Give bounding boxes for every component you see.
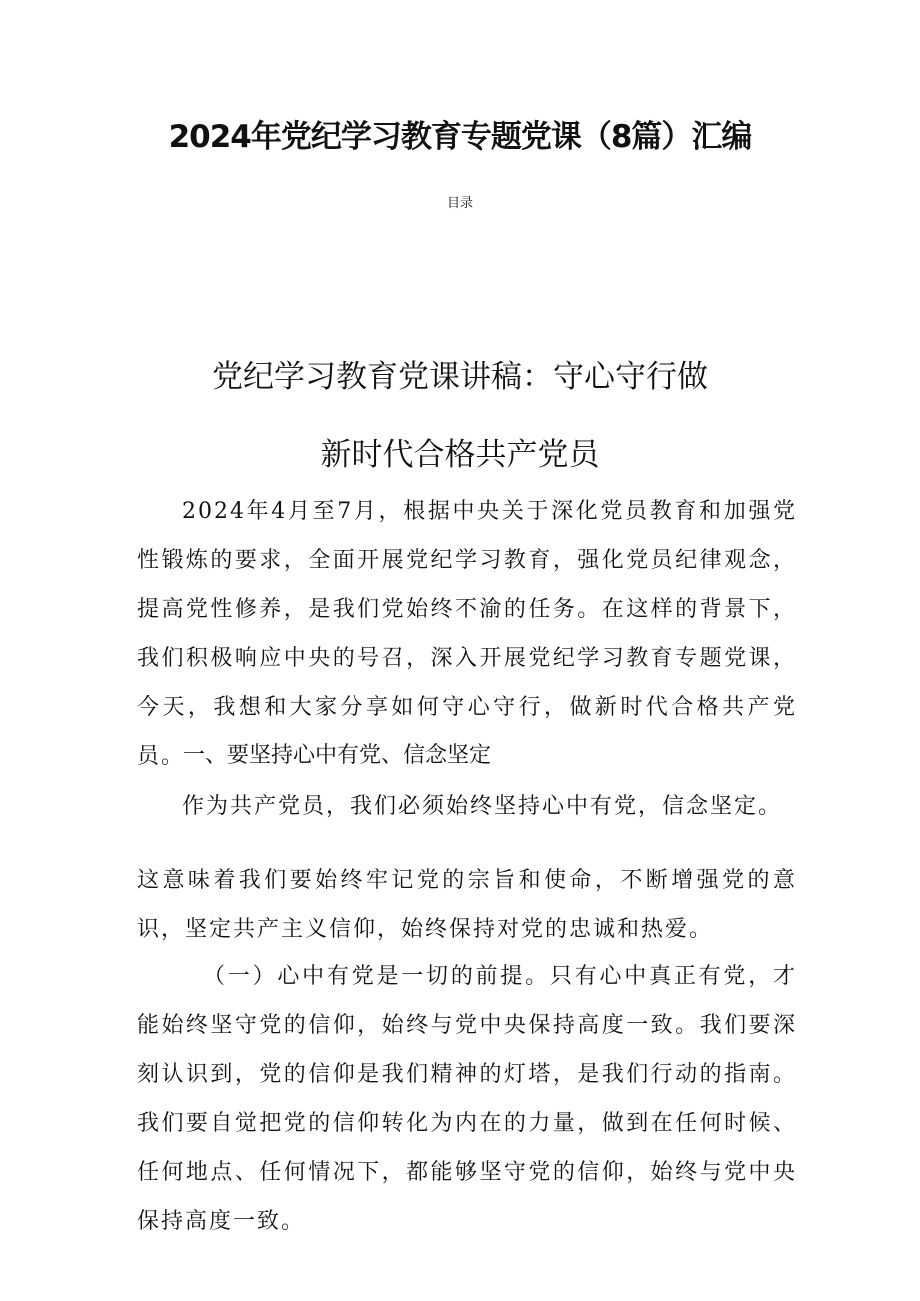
paragraph-section-1-lead: 作为共产党员，我们必须始终坚持心中有党，信念坚定。 [182, 794, 783, 819]
document-title: 2024年党纪学习教育专题党课（8篇）汇编 [168, 119, 752, 155]
lecture-title-line-2: 新时代合格共产党员 [320, 437, 600, 473]
toc-label[interactable]: 目录 [446, 196, 473, 211]
lecture-title-line-1: 党纪学习教育党课讲稿：守心守行做 [212, 359, 708, 395]
paragraph-section-1-continued: 这意味着我们要始终牢记党的宗旨和使命，不断增强党的意识，坚定共产主义信仰，始终保持对党的忠诚和热爱。 [137, 868, 797, 942]
paragraph-subsection-1: （一）心中有党是一切的前提。只有心中真正有党，才能始终坚守党的信仰，始终与党中央保持高度一致。我们要深刻认识到，党的信仰是我们精神的灯塔，是我们行动的指南。我们要自觉把党的信仰转化为内在的力量，做到在任何时候、任何地点、任何情况下，都能够坚守党的信仰，始终与党中央保持高度一致。 [137, 964, 797, 1234]
paragraph-intro: 2024年4月至7月，根据中央关于深化党员教育和加强党性锻炼的要求，全面开展党纪学习教育，强化党员纪律观念，提高党性修养，是我们党始终不渝的任务。在这样的背景下，我们积极响应中央的号召，深入开展党纪学习教育专题党课，今天，我想和大家分享如何守心守行，做新时代合格共产党员。 [137, 499, 797, 769]
section-heading-1: 一、要坚持心中有党、信念坚定 [183, 743, 492, 768]
